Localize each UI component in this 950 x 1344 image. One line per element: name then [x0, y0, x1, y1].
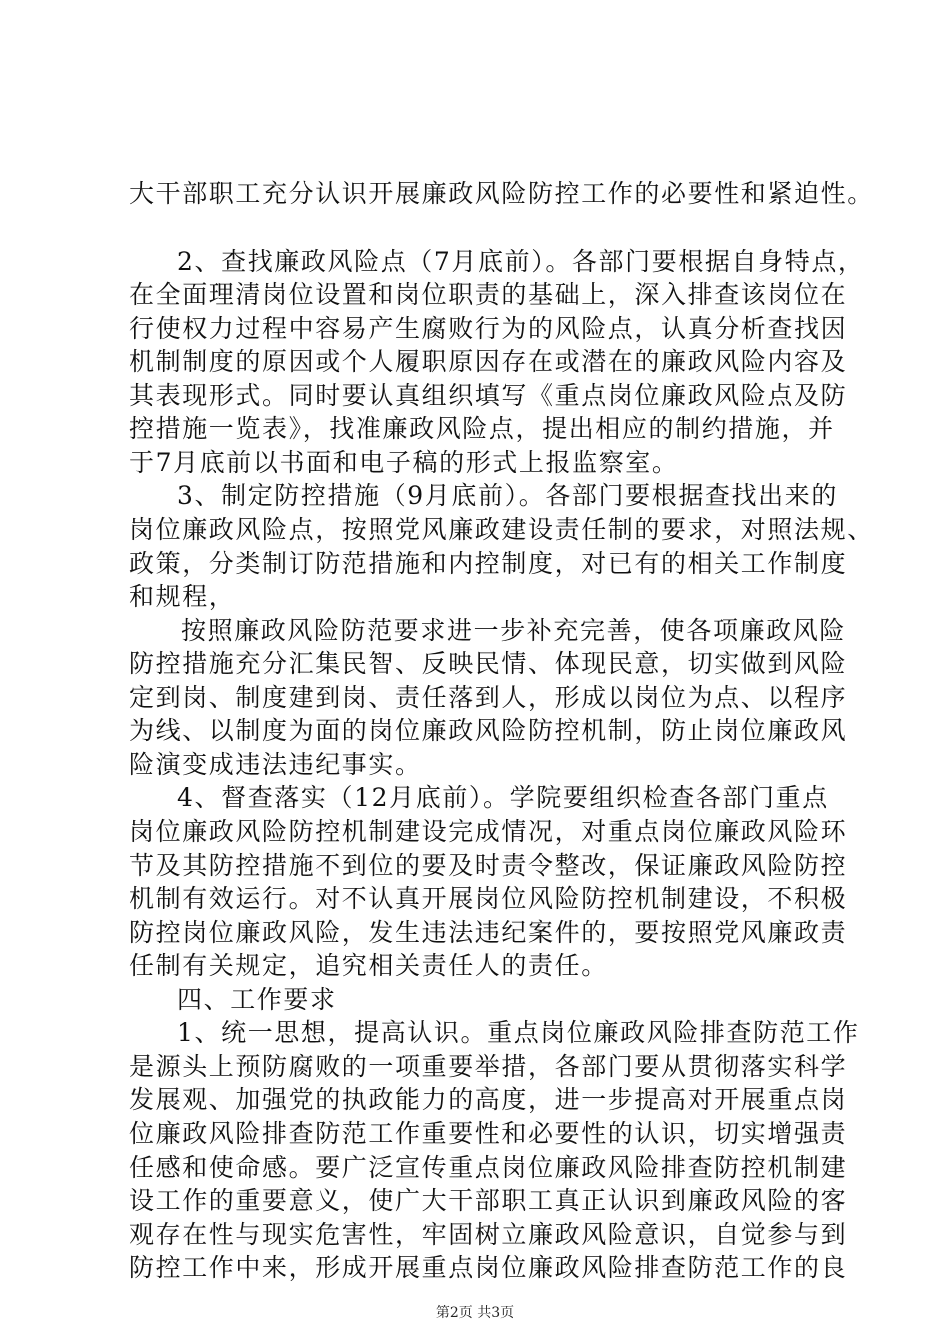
text-line: 任感和使命感。要广泛宣传重点岗位廉政风险排查防控机制建: [129, 1153, 848, 1182]
text-line: 节及其防控措施不到位的要及时责令整改，保证廉政风险防控: [129, 851, 848, 880]
text-line: 观存在性与现实危害性，牢固树立廉政风险意识，自觉参与到: [129, 1220, 848, 1249]
text-line: 位廉政风险排查防范工作重要性和必要性的认识，切实增强责: [129, 1119, 848, 1148]
text-line: 机制有效运行。对不认真开展岗位风险防控机制建设，不积极: [129, 884, 848, 913]
text-line: 和规程，: [129, 582, 236, 611]
text-line: 防控措施充分汇集民智、反映民情、体现民意，切实做到风险: [129, 649, 848, 678]
text-line: 3、制定防控措施（9月底前）。各部门要根据查找出来的: [177, 481, 838, 510]
text-line: 是源头上预防腐败的一项重要举措，各部门要从贯彻落实科学: [129, 1052, 848, 1081]
text-line: 控措施一览表》，找准廉政风险点，提出相应的制约措施，并: [129, 414, 835, 443]
text-line: 防控工作中来，形成开展重点岗位廉政风险排查防范工作的良: [129, 1253, 848, 1282]
text-line: 发展观、加强党的执政能力的高度，进一步提高对开展重点岗: [129, 1085, 848, 1114]
text-line: 定到岗、制度建到岗、责任落到人，形成以岗位为点、以程序: [129, 683, 848, 712]
text-line: 大干部职工充分认识开展廉政风险防控工作的必要性和紧迫性。: [129, 179, 874, 208]
page-number-footer: 第2页 共3页: [435, 1305, 515, 1321]
text-line: 为线、以制度为面的岗位廉政风险防控机制，防止岗位廉政风: [129, 716, 848, 745]
text-line: 险演变成违法违纪事实。: [129, 750, 422, 779]
text-line: 政策，分类制订防范措施和内控制度，对已有的相关工作制度: [129, 549, 848, 578]
text-line: 防控岗位廉政风险，发生违法违纪案件的，要按照党风廉政责: [129, 918, 848, 947]
text-line: 岗位廉政风险防控机制建设完成情况，对重点岗位廉政风险环: [129, 817, 848, 846]
text-line: 按照廉政风险防范要求进一步补充完善，使各项廉政风险: [181, 616, 847, 645]
text-line: 行使权力过程中容易产生腐败行为的风险点，认真分析查找因: [129, 314, 848, 343]
text-line: 于7月底前以书面和电子稿的形式上报监察室。: [129, 448, 679, 477]
text-line: 岗位廉政风险点，按照党风廉政建设责任制的要求，对照法规、: [129, 515, 874, 544]
text-line: 2、查找廉政风险点（7月底前）。各部门要根据自身特点，: [177, 247, 865, 276]
text-line: 任制有关规定，追究相关责任人的责任。: [129, 951, 608, 980]
text-line: 1、统一思想，提高认识。重点岗位廉政风险排查防范工作: [177, 1018, 860, 1047]
text-line: 在全面理清岗位设置和岗位职责的基础上，深入排查该岗位在: [129, 280, 848, 309]
text-line: 机制制度的原因或个人履职原因存在或潜在的廉政风险内容及: [129, 347, 848, 376]
text-line: 设工作的重要意义，使广大干部职工真正认识到廉政风险的客: [129, 1186, 848, 1215]
text-line: 其表现形式。同时要认真组织填写《重点岗位廉政风险点及防: [129, 381, 848, 410]
text-line: 4、督查落实（12月底前）。学院要组织检查各部门重点: [177, 783, 829, 812]
section-heading: 四、工作要求: [177, 985, 337, 1014]
